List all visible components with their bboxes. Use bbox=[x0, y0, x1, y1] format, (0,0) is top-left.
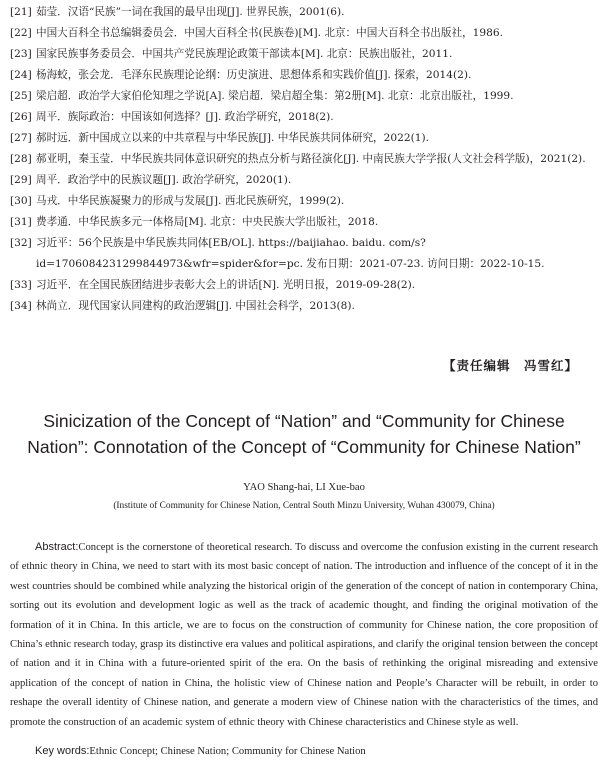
responsible-editor: 【责任编辑 冯雪红】 bbox=[442, 358, 578, 373]
title-line: Nation”: Connotation of the Concept of “Community for Chinese Nation” bbox=[27, 437, 581, 457]
reference-list bbox=[10, 2, 600, 317]
title-line: Sinicization of the Concept of “Nation” and “Community for Chinese bbox=[43, 411, 565, 431]
keywords-label: Key words: bbox=[35, 745, 90, 757]
abstract bbox=[10, 538, 598, 732]
reference-item bbox=[10, 2, 600, 23]
reference-item bbox=[10, 191, 600, 212]
reference-number: [34] bbox=[10, 300, 32, 312]
reference-text: 林尚立．现代国家认同建构的政治逻辑[J]. 中国社会科学，2013(8). bbox=[36, 300, 355, 312]
reference-item bbox=[10, 23, 600, 44]
reference-number: [28] bbox=[10, 153, 32, 165]
reference-item bbox=[10, 128, 600, 149]
reference-text: 茹莹．汉语“民族”一词在我国的最早出现[J]. 世界民族，2001(6). bbox=[36, 6, 345, 18]
reference-number: [26] bbox=[10, 111, 32, 123]
reference-text: 习近平．在全国民族团结进步表彰大会上的讲话[N]. 光明日报，2019-09-28(2). bbox=[36, 279, 416, 291]
abstract-label: Abstract: bbox=[35, 541, 79, 553]
reference-item bbox=[10, 86, 600, 107]
abstract-text: Concept is the cornerstone of theoretical research. To discuss and overcome the confusion existing in the current research of ethnic theory in China, we need to start with its most basic concept of nation. The introduction and influence of the concept of it in the west countries should be combined while analyzing the historical origin of the generation of the concept of nation in contemporary China, sorting out its evolution and development logic as well as the track of academic thought, and finding the original motivation of the formation of it in China. In this article, we are to focus on the construction of community for Chinese nation, the core proposition of China’s ethnic research today, grasp its distinctive era values and political aspirations, and clarify the original tension between the concept of nation and it in China with a future-oriented spirit of the era. On the basis of rethinking the original misreading and extensive application of the concept of nation in China, the holistic view of Chinese nation and People’s Character will be rebuilt, in order to reshape the overall identity of Chinese nation, and generate a modern view of Chinese nation with the characteristics of the times, and promote the construction of an academic system of ethnic theory with Chinese characteristics and Chinese style as well. bbox=[10, 542, 598, 728]
reference-item bbox=[10, 65, 600, 86]
reference-item bbox=[10, 44, 600, 65]
reference-text: 国家民族事务委员会．中国共产党民族理论政策干部读本[M]. 北京：民族出版社，2011. bbox=[36, 48, 453, 60]
reference-number: [24] bbox=[10, 69, 32, 81]
reference-number: [32] bbox=[10, 237, 32, 249]
reference-item bbox=[10, 212, 600, 233]
keywords-text: Ethnic Concept; Chinese Nation; Community for Chinese Nation bbox=[89, 746, 366, 757]
reference-text: 周平．政治学中的民族议题[J]. 政治学研究，2020(1). bbox=[36, 174, 292, 186]
reference-number: [31] bbox=[10, 216, 32, 228]
reference-text: 周平．族际政治：中国该如何选择？[J]. 政治学研究，2018(2). bbox=[36, 111, 334, 123]
reference-text: 马戎．中华民族凝聚力的形成与发展[J]. 西北民族研究，1999(2). bbox=[36, 195, 345, 207]
reference-number: [25] bbox=[10, 90, 32, 102]
reference-text: 中国大百科全书总编辑委员会．中国大百科全书(民族卷)[M]. 北京：中国大百科全书出版社，1986. bbox=[36, 27, 504, 39]
reference-item bbox=[10, 170, 600, 191]
authors: YAO Shang-hai, LI Xue-bao bbox=[243, 482, 365, 493]
keywords bbox=[35, 745, 366, 757]
reference-number: [33] bbox=[10, 279, 32, 291]
reference-text: 郝亚明，秦玉莹．中华民族共同体意识研究的热点分析与路径演化[J]. 中南民族大学学报(人文社会科学版)，2021(2). bbox=[36, 153, 586, 165]
reference-text: 杨海蛟，张会龙．毛泽东民族理论论纲：历史演进、思想体系和实践价值[J]. 探索，2014(2). bbox=[36, 69, 472, 81]
reference-text: 费孝通．中华民族多元一体格局[M]. 北京：中央民族大学出版社，2018. bbox=[36, 216, 379, 228]
reference-number: [27] bbox=[10, 132, 32, 144]
reference-number: [29] bbox=[10, 174, 32, 186]
reference-item bbox=[10, 296, 600, 317]
reference-number: [23] bbox=[10, 48, 32, 60]
reference-number: [22] bbox=[10, 27, 32, 39]
reference-text: 郝时远．新中国成立以来的中共章程与中华民族[J]. 中华民族共同体研究，2022(1). bbox=[36, 132, 429, 144]
reference-number: [21] bbox=[10, 6, 32, 18]
reference-item bbox=[10, 149, 600, 170]
affiliation: (Institute of Community for Chinese Nation, Central South Minzu University, Wuhan 430079, China) bbox=[113, 501, 495, 511]
reference-text: 梁启超．政治学大家伯伦知理之学说[A]. 梁启超．梁启超全集：第2册[M]. 北京：北京出版社，1999. bbox=[36, 90, 514, 102]
reference-item bbox=[10, 233, 600, 275]
article-title bbox=[0, 408, 608, 460]
reference-text: 习近平：56个民族是中华民族共同体[EB/OL]. https://baijiahao. baidu. com/s?id=1706084231299844973&wfr=spider&for=pc. 发布日期：2021-07-23. 访问日期：2022-10-15. bbox=[36, 237, 545, 270]
reference-number: [30] bbox=[10, 195, 32, 207]
reference-item bbox=[10, 275, 600, 296]
reference-item bbox=[10, 107, 600, 128]
